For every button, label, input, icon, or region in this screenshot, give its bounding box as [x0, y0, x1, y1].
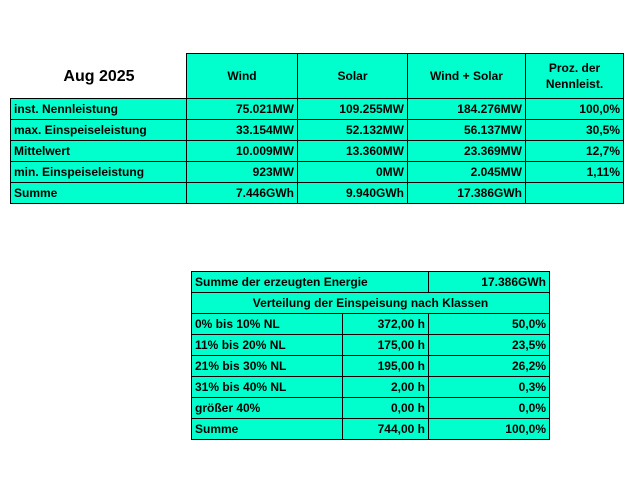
class-hours: 372,00 h — [343, 314, 429, 335]
wind-solar-value: 23.369MW — [408, 141, 526, 162]
class-label: 0% bis 10% NL — [192, 314, 343, 335]
percent-value: 12,7% — [526, 141, 624, 162]
header-wind: Wind — [187, 54, 298, 99]
distribution-title: Verteilung der Einspeisung nach Klassen — [192, 293, 550, 314]
row-label: inst. Nennleistung — [11, 99, 187, 120]
wind-solar-value: 2.045MW — [408, 162, 526, 183]
solar-value: 52.132MW — [298, 120, 408, 141]
class-percent: 50,0% — [429, 314, 550, 335]
solar-value: 109.255MW — [298, 99, 408, 120]
total-energy-value: 17.386GWh — [429, 272, 550, 293]
solar-value: 9.940GWh — [298, 183, 408, 204]
total-energy-row — [192, 272, 550, 293]
wind-value: 10.009MW — [187, 141, 298, 162]
table-row — [192, 314, 550, 335]
percent-value — [526, 183, 624, 204]
class-label: 31% bis 40% NL — [192, 377, 343, 398]
class-percent: 0,0% — [429, 398, 550, 419]
wind-value: 7.446GWh — [187, 183, 298, 204]
summary-header-empty — [11, 54, 187, 99]
wind-value: 33.154MW — [187, 120, 298, 141]
header-wind-solar: Wind + Solar — [408, 54, 526, 99]
table-row — [192, 377, 550, 398]
summary-header-row — [11, 54, 624, 99]
table-row — [192, 335, 550, 356]
row-label: min. Einspeiseleistung — [11, 162, 187, 183]
percent-value: 30,5% — [526, 120, 624, 141]
class-percent: 23,5% — [429, 335, 550, 356]
wind-value: 923MW — [187, 162, 298, 183]
header-percent-line1: Proz. der — [548, 61, 601, 75]
row-label: Mittelwert — [11, 141, 187, 162]
class-hours: 175,00 h — [343, 335, 429, 356]
table-row — [11, 99, 624, 120]
class-percent: 100,0% — [429, 419, 550, 440]
wind-solar-value: 17.386GWh — [408, 183, 526, 204]
summary-table — [10, 53, 624, 204]
class-hours: 195,00 h — [343, 356, 429, 377]
header-percent-line2: Nennleist. — [545, 77, 604, 91]
class-percent: 0,3% — [429, 377, 550, 398]
header-solar: Solar — [298, 54, 408, 99]
row-label: max. Einspeiseleistung — [11, 120, 187, 141]
wind-solar-value: 184.276MW — [408, 99, 526, 120]
class-label: Summe — [192, 419, 343, 440]
class-hours: 744,00 h — [343, 419, 429, 440]
row-label: Summe — [11, 183, 187, 204]
table-row — [11, 141, 624, 162]
wind-value: 75.021MW — [187, 99, 298, 120]
class-hours: 2,00 h — [343, 377, 429, 398]
class-label: 21% bis 30% NL — [192, 356, 343, 377]
table-row — [192, 356, 550, 377]
class-percent: 26,2% — [429, 356, 550, 377]
percent-value: 100,0% — [526, 99, 624, 120]
distribution-title-row — [192, 293, 550, 314]
wind-solar-value: 56.137MW — [408, 120, 526, 141]
solar-value: 0MW — [298, 162, 408, 183]
period-title: Aug 2025 — [63, 68, 135, 85]
class-label: größer 40% — [192, 398, 343, 419]
header-percent — [526, 54, 624, 99]
table-row — [11, 120, 624, 141]
total-energy-label: Summe der erzeugten Energie — [192, 272, 429, 293]
table-row — [192, 419, 550, 440]
class-hours: 0,00 h — [343, 398, 429, 419]
percent-value: 1,11% — [526, 162, 624, 183]
table-row — [11, 162, 624, 183]
table-row — [192, 398, 550, 419]
class-label: 11% bis 20% NL — [192, 335, 343, 356]
solar-value: 13.360MW — [298, 141, 408, 162]
table-row — [11, 183, 624, 204]
distribution-table — [191, 271, 550, 440]
